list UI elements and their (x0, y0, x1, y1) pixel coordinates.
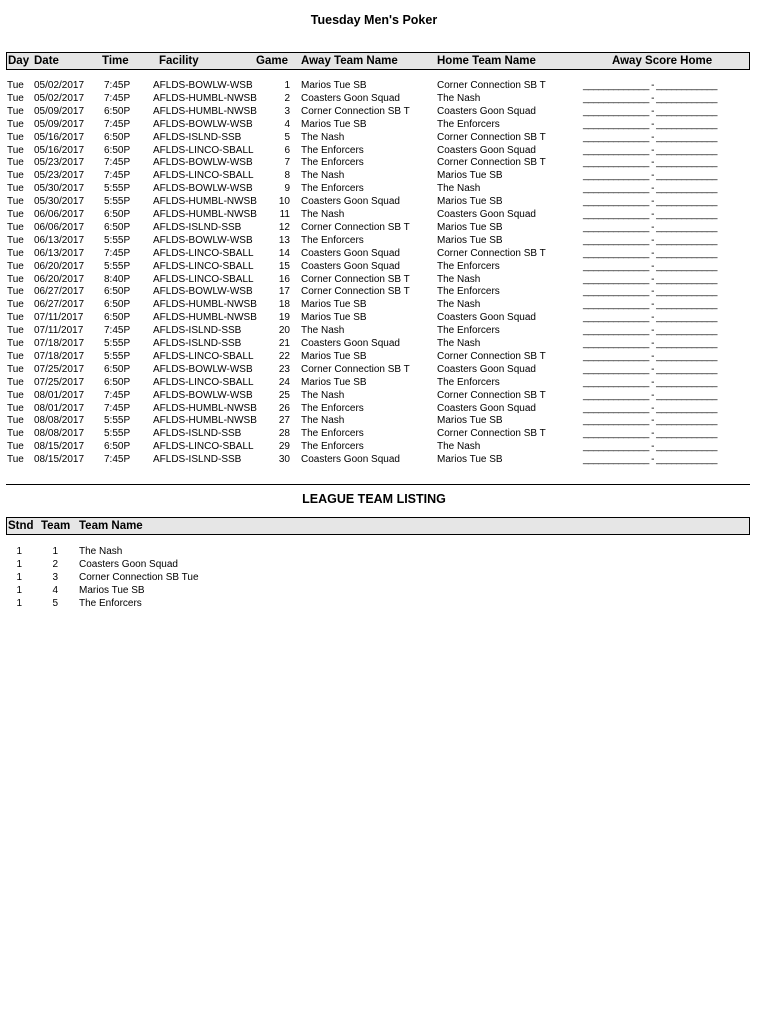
cell-home-team: Marios Tue SB (437, 415, 503, 427)
cell-time: 7:45P (104, 247, 131, 259)
score-entry[interactable]: _____________ - ____________ (583, 273, 717, 285)
cell-day: Tue (7, 428, 24, 440)
cell-home-team: The Nash (437, 338, 481, 349)
cell-facility: AFLDS-ISLND-SSB (153, 338, 242, 349)
cell-facility: AFLDS-BOWLW-WSB (153, 286, 253, 298)
cell-game: 30 (278, 454, 290, 466)
header-date: Date (34, 55, 59, 67)
cell-day: Tue (7, 260, 24, 272)
cell-date: 06/20/2017 (34, 260, 85, 272)
cell-home-team: The Enforcers (437, 325, 500, 337)
cell-game: 2 (284, 92, 290, 104)
cell-facility: AFLDS-HUMBL-NWSB (153, 92, 257, 104)
cell-team: 4 (52, 584, 58, 596)
score-entry[interactable]: _____________ - ____________ (583, 183, 717, 195)
cell-game: 18 (278, 299, 290, 311)
cell-game: 25 (278, 389, 290, 401)
header-day: Day (8, 55, 30, 67)
cell-away-team: The Nash (301, 415, 345, 427)
cell-facility: AFLDS-LINCO-SBALL (153, 144, 254, 156)
cell-time: 7:45P (104, 402, 131, 414)
score-entry[interactable]: _____________ - ____________ (583, 196, 717, 208)
cell-game: 3 (284, 105, 290, 117)
cell-time: 6:50P (104, 363, 131, 375)
cell-time: 5:55P (104, 350, 131, 362)
cell-game: 23 (278, 363, 290, 375)
cell-time: 5:55P (104, 234, 131, 246)
cell-time: 6:50P (104, 144, 131, 156)
cell-time: 6:50P (104, 131, 131, 143)
score-entry[interactable]: _____________ - ____________ (583, 389, 717, 401)
score-entry[interactable]: _____________ - ____________ (583, 221, 717, 233)
cell-time: 8:40P (104, 273, 131, 285)
score-entry[interactable]: _____________ - ____________ (583, 157, 717, 169)
cell-game: 1 (284, 80, 290, 91)
cell-away-team: Corner Connection SB T (301, 363, 410, 375)
cell-date: 05/02/2017 (34, 80, 85, 91)
cell-home-team: Marios Tue SB (437, 170, 503, 182)
cell-home-team: Coasters Goon Squad (437, 363, 536, 375)
score-entry[interactable]: _____________ - ____________ (583, 80, 717, 91)
cell-facility: AFLDS-ISLND-SSB (153, 454, 242, 466)
cell-day: Tue (7, 402, 24, 414)
score-entry[interactable]: _____________ - ____________ (583, 428, 717, 440)
cell-stnd: 1 (16, 597, 22, 609)
cell-away-team: The Enforcers (301, 183, 364, 195)
cell-game: 26 (278, 402, 290, 414)
cell-facility: AFLDS-BOWLW-WSB (153, 118, 253, 130)
cell-away-team: Coasters Goon Squad (301, 338, 400, 349)
cell-away-team: The Enforcers (301, 157, 364, 169)
cell-facility: AFLDS-ISLND-SSB (153, 428, 242, 440)
cell-date: 05/23/2017 (34, 170, 85, 182)
cell-time: 6:50P (104, 221, 131, 233)
cell-stnd: 1 (16, 571, 22, 583)
cell-day: Tue (7, 144, 24, 156)
cell-game: 5 (284, 131, 290, 143)
score-entry[interactable]: _____________ - ____________ (583, 441, 717, 453)
cell-game: 14 (278, 247, 290, 259)
cell-date: 05/23/2017 (34, 157, 85, 169)
cell-facility: AFLDS-ISLND-SSB (153, 131, 242, 143)
cell-day: Tue (7, 338, 24, 349)
cell-day: Tue (7, 196, 24, 208)
cell-time: 7:45P (104, 325, 131, 337)
cell-time: 5:55P (104, 428, 131, 440)
cell-facility: AFLDS-BOWLW-WSB (153, 389, 253, 401)
cell-date: 07/25/2017 (34, 376, 85, 388)
cell-home-team: Corner Connection SB T (437, 428, 546, 440)
cell-date: 07/18/2017 (34, 350, 85, 362)
cell-home-team: Coasters Goon Squad (437, 209, 536, 220)
cell-home-team: The Nash (437, 92, 481, 104)
cell-away-team: The Enforcers (301, 428, 364, 440)
cell-time: 7:45P (104, 118, 131, 130)
cell-away-team: Coasters Goon Squad (301, 260, 400, 272)
cell-stnd: 1 (16, 584, 22, 596)
cell-facility: AFLDS-LINCO-SBALL (153, 350, 254, 362)
cell-away-team: Marios Tue SB (301, 350, 367, 362)
cell-day: Tue (7, 350, 24, 362)
header-score: Away Score Home (612, 55, 713, 67)
cell-date: 07/25/2017 (34, 363, 85, 375)
cell-away-team: Marios Tue SB (301, 118, 367, 130)
score-entry[interactable]: _____________ - ____________ (583, 209, 717, 220)
cell-facility: AFLDS-LINCO-SBALL (153, 376, 254, 388)
cell-away-team: Coasters Goon Squad (301, 196, 400, 208)
cell-time: 7:45P (104, 92, 131, 104)
cell-date: 06/20/2017 (34, 273, 85, 285)
cell-game: 16 (278, 273, 290, 285)
cell-date: 07/11/2017 (34, 325, 84, 337)
cell-date: 06/13/2017 (34, 247, 85, 259)
cell-away-team: Coasters Goon Squad (301, 92, 400, 104)
cell-stnd: 1 (16, 558, 22, 570)
cell-away-team: The Enforcers (301, 144, 364, 156)
cell-date: 08/15/2017 (34, 441, 85, 453)
cell-home-team: The Nash (437, 273, 481, 285)
cell-time: 5:55P (104, 183, 131, 195)
score-entry[interactable]: _____________ - ____________ (583, 363, 717, 375)
cell-home-team: Coasters Goon Squad (437, 312, 536, 324)
cell-time: 6:50P (104, 376, 131, 388)
cell-date: 08/08/2017 (34, 428, 85, 440)
cell-game: 17 (278, 286, 290, 298)
cell-facility: AFLDS-LINCO-SBALL (153, 441, 254, 453)
cell-game: 9 (284, 183, 290, 195)
cell-away-team: The Enforcers (301, 402, 364, 414)
cell-home-team: Corner Connection SB T (437, 350, 546, 362)
cell-facility: AFLDS-HUMBL-NWSB (153, 312, 257, 324)
header-away-team: Away Team Name (301, 55, 398, 67)
cell-home-team: Marios Tue SB (437, 221, 503, 233)
cell-day: Tue (7, 247, 24, 259)
cell-day: Tue (7, 273, 24, 285)
cell-facility: AFLDS-BOWLW-WSB (153, 183, 253, 195)
cell-date: 05/02/2017 (34, 92, 85, 104)
score-entry[interactable]: _____________ - ____________ (583, 234, 717, 246)
score-entry[interactable]: _____________ - ____________ (583, 338, 717, 349)
cell-date: 05/30/2017 (34, 196, 85, 208)
cell-day: Tue (7, 286, 24, 298)
cell-away-team: The Enforcers (301, 234, 364, 246)
cell-home-team: Marios Tue SB (437, 196, 503, 208)
cell-day: Tue (7, 415, 24, 427)
cell-away-team: Marios Tue SB (301, 376, 367, 388)
score-entry[interactable]: _____________ - ____________ (583, 376, 717, 388)
score-entry[interactable]: _____________ - ____________ (583, 105, 717, 117)
cell-date: 05/30/2017 (34, 183, 85, 195)
cell-time: 6:50P (104, 286, 131, 298)
score-entry[interactable]: _____________ - ____________ (583, 260, 717, 272)
cell-day: Tue (7, 299, 24, 311)
cell-date: 05/09/2017 (34, 105, 85, 117)
cell-day: Tue (7, 209, 24, 220)
cell-date: 06/06/2017 (34, 209, 85, 220)
cell-day: Tue (7, 312, 24, 324)
cell-day: Tue (7, 157, 24, 169)
score-entry[interactable]: _____________ - ____________ (583, 312, 717, 324)
score-entry[interactable]: _____________ - ____________ (583, 144, 717, 156)
cell-facility: AFLDS-BOWLW-WSB (153, 80, 253, 91)
score-entry[interactable]: _____________ - ____________ (583, 131, 717, 143)
cell-facility: AFLDS-HUMBL-NWSB (153, 402, 257, 414)
cell-facility: AFLDS-LINCO-SBALL (153, 170, 254, 182)
cell-away-team: The Nash (301, 131, 345, 143)
cell-date: 06/27/2017 (34, 286, 85, 298)
cell-date: 05/16/2017 (34, 144, 85, 156)
cell-date: 05/09/2017 (34, 118, 85, 130)
cell-game: 20 (278, 325, 290, 337)
cell-day: Tue (7, 131, 24, 143)
cell-time: 5:55P (104, 196, 131, 208)
cell-away-team: Marios Tue SB (301, 80, 367, 91)
cell-game: 19 (278, 312, 290, 324)
cell-time: 6:50P (104, 209, 131, 220)
cell-stnd: 1 (16, 546, 22, 557)
cell-home-team: Corner Connection SB T (437, 131, 546, 143)
cell-time: 5:55P (104, 338, 131, 349)
cell-day: Tue (7, 170, 24, 182)
cell-away-team: Marios Tue SB (301, 312, 367, 324)
cell-day: Tue (7, 441, 24, 453)
header-facility: Facility (159, 55, 199, 67)
cell-facility: AFLDS-LINCO-SBALL (153, 260, 254, 272)
cell-team: 3 (52, 571, 58, 583)
cell-team: 1 (52, 546, 58, 557)
score-entry[interactable]: _____________ - ____________ (583, 402, 717, 414)
listing-title: LEAGUE TEAM LISTING (302, 492, 446, 506)
cell-game: 6 (284, 144, 290, 156)
cell-facility: AFLDS-LINCO-SBALL (153, 273, 254, 285)
cell-home-team: Corner Connection SB T (437, 80, 546, 91)
header-team: Team (41, 520, 71, 532)
cell-date: 06/13/2017 (34, 234, 85, 246)
cell-facility: AFLDS-HUMBL-NWSB (153, 105, 257, 117)
score-entry[interactable]: _____________ - ____________ (583, 415, 717, 427)
score-entry[interactable]: _____________ - ____________ (583, 118, 717, 130)
cell-date: 08/01/2017 (34, 402, 85, 414)
cell-facility: AFLDS-LINCO-SBALL (153, 247, 254, 259)
cell-game: 21 (278, 338, 290, 349)
cell-time: 6:50P (104, 299, 131, 311)
score-entry[interactable]: _____________ - ____________ (583, 92, 717, 104)
cell-day: Tue (7, 183, 24, 195)
cell-day: Tue (7, 118, 24, 130)
cell-team: 5 (52, 597, 58, 609)
cell-time: 6:50P (104, 441, 131, 453)
cell-home-team: The Enforcers (437, 376, 500, 388)
cell-time: 7:45P (104, 389, 131, 401)
cell-day: Tue (7, 234, 24, 246)
cell-date: 07/18/2017 (34, 338, 85, 349)
cell-date: 07/11/2017 (34, 312, 84, 324)
cell-date: 08/01/2017 (34, 389, 85, 401)
cell-game: 29 (278, 441, 290, 453)
cell-game: 8 (284, 170, 290, 182)
cell-day: Tue (7, 325, 24, 337)
cell-home-team: Coasters Goon Squad (437, 105, 536, 117)
header-game: Game (256, 55, 288, 67)
cell-away-team: The Enforcers (301, 441, 364, 453)
cell-home-team: Coasters Goon Squad (437, 402, 536, 414)
cell-away-team: Corner Connection SB T (301, 273, 410, 285)
cell-team-name: The Enforcers (79, 597, 142, 609)
cell-away-team: Coasters Goon Squad (301, 247, 400, 259)
cell-time: 6:50P (104, 312, 131, 324)
cell-away-team: Marios Tue SB (301, 299, 367, 311)
score-entry[interactable]: _____________ - ____________ (583, 247, 717, 259)
section-divider (6, 484, 750, 485)
cell-facility: AFLDS-BOWLW-WSB (153, 234, 253, 246)
cell-facility: AFLDS-HUMBL-NWSB (153, 299, 257, 311)
cell-time: 7:45P (104, 80, 131, 91)
cell-team-name: The Nash (79, 546, 123, 557)
cell-game: 27 (278, 415, 290, 427)
cell-home-team: Corner Connection SB T (437, 157, 546, 169)
cell-home-team: The Enforcers (437, 260, 500, 272)
score-entry[interactable]: _____________ - ____________ (583, 299, 717, 311)
cell-day: Tue (7, 80, 24, 91)
cell-day: Tue (7, 92, 24, 104)
score-entry[interactable]: _____________ - ____________ (583, 350, 717, 362)
cell-time: 7:45P (104, 157, 131, 169)
cell-team-name: Corner Connection SB Tue (79, 571, 199, 583)
cell-game: 22 (278, 350, 290, 362)
cell-home-team: Corner Connection SB T (437, 247, 546, 259)
cell-day: Tue (7, 105, 24, 117)
cell-away-team: The Nash (301, 325, 345, 337)
cell-date: 05/16/2017 (34, 131, 85, 143)
cell-day: Tue (7, 454, 24, 466)
cell-away-team: Coasters Goon Squad (301, 454, 400, 466)
cell-home-team: The Enforcers (437, 118, 500, 130)
score-entry[interactable]: _____________ - ____________ (583, 170, 717, 182)
cell-game: 4 (284, 118, 290, 130)
cell-date: 06/27/2017 (34, 299, 85, 311)
cell-home-team: The Nash (437, 183, 481, 195)
cell-time: 5:55P (104, 260, 131, 272)
cell-game: 12 (278, 221, 290, 233)
cell-day: Tue (7, 389, 24, 401)
cell-date: 08/15/2017 (34, 454, 85, 466)
cell-day: Tue (7, 376, 24, 388)
cell-game: 13 (278, 234, 290, 246)
cell-facility: AFLDS-BOWLW-WSB (153, 157, 253, 169)
cell-date: 06/06/2017 (34, 221, 85, 233)
cell-home-team: Marios Tue SB (437, 234, 503, 246)
cell-facility: AFLDS-HUMBL-NWSB (153, 209, 257, 220)
cell-game: 7 (284, 157, 290, 169)
cell-home-team: The Enforcers (437, 286, 500, 298)
cell-time: 7:45P (104, 170, 131, 182)
cell-day: Tue (7, 363, 24, 375)
cell-facility: AFLDS-BOWLW-WSB (153, 363, 253, 375)
header-home-team: Home Team Name (437, 55, 536, 67)
score-entry[interactable]: _____________ - ____________ (583, 454, 717, 466)
header-time: Time (102, 55, 129, 67)
page-title: Tuesday Men's Poker (310, 13, 438, 27)
cell-team-name: Marios Tue SB (79, 584, 145, 596)
cell-away-team: Corner Connection SB T (301, 221, 410, 233)
cell-date: 08/08/2017 (34, 415, 85, 427)
cell-facility: AFLDS-ISLND-SSB (153, 325, 242, 337)
score-entry[interactable]: _____________ - ____________ (583, 286, 717, 298)
cell-game: 15 (278, 260, 290, 272)
cell-time: 6:50P (104, 105, 131, 117)
header-stnd: Stnd (8, 520, 34, 532)
cell-home-team: Marios Tue SB (437, 454, 503, 466)
cell-home-team: The Nash (437, 441, 481, 453)
cell-away-team: The Nash (301, 389, 345, 401)
cell-facility: AFLDS-HUMBL-NWSB (153, 196, 257, 208)
cell-away-team: Corner Connection SB T (301, 286, 410, 298)
cell-game: 10 (278, 196, 290, 208)
cell-time: 5:55P (104, 415, 131, 427)
cell-away-team: The Nash (301, 209, 345, 220)
cell-home-team: Corner Connection SB T (437, 389, 546, 401)
cell-facility: AFLDS-HUMBL-NWSB (153, 415, 257, 427)
header-team-name: Team Name (79, 520, 143, 532)
cell-team: 2 (52, 558, 58, 570)
cell-day: Tue (7, 221, 24, 233)
listing-header (6, 517, 750, 535)
cell-away-team: Corner Connection SB T (301, 105, 410, 117)
cell-game: 24 (278, 376, 290, 388)
cell-team-name: Coasters Goon Squad (79, 558, 178, 570)
score-entry[interactable]: _____________ - ____________ (583, 325, 717, 337)
cell-game: 28 (278, 428, 290, 440)
cell-game: 11 (279, 209, 290, 220)
cell-facility: AFLDS-ISLND-SSB (153, 221, 242, 233)
cell-home-team: The Nash (437, 299, 481, 311)
cell-away-team: The Nash (301, 170, 345, 182)
cell-home-team: Coasters Goon Squad (437, 144, 536, 156)
cell-time: 7:45P (104, 454, 131, 466)
schedule-header (6, 52, 750, 70)
